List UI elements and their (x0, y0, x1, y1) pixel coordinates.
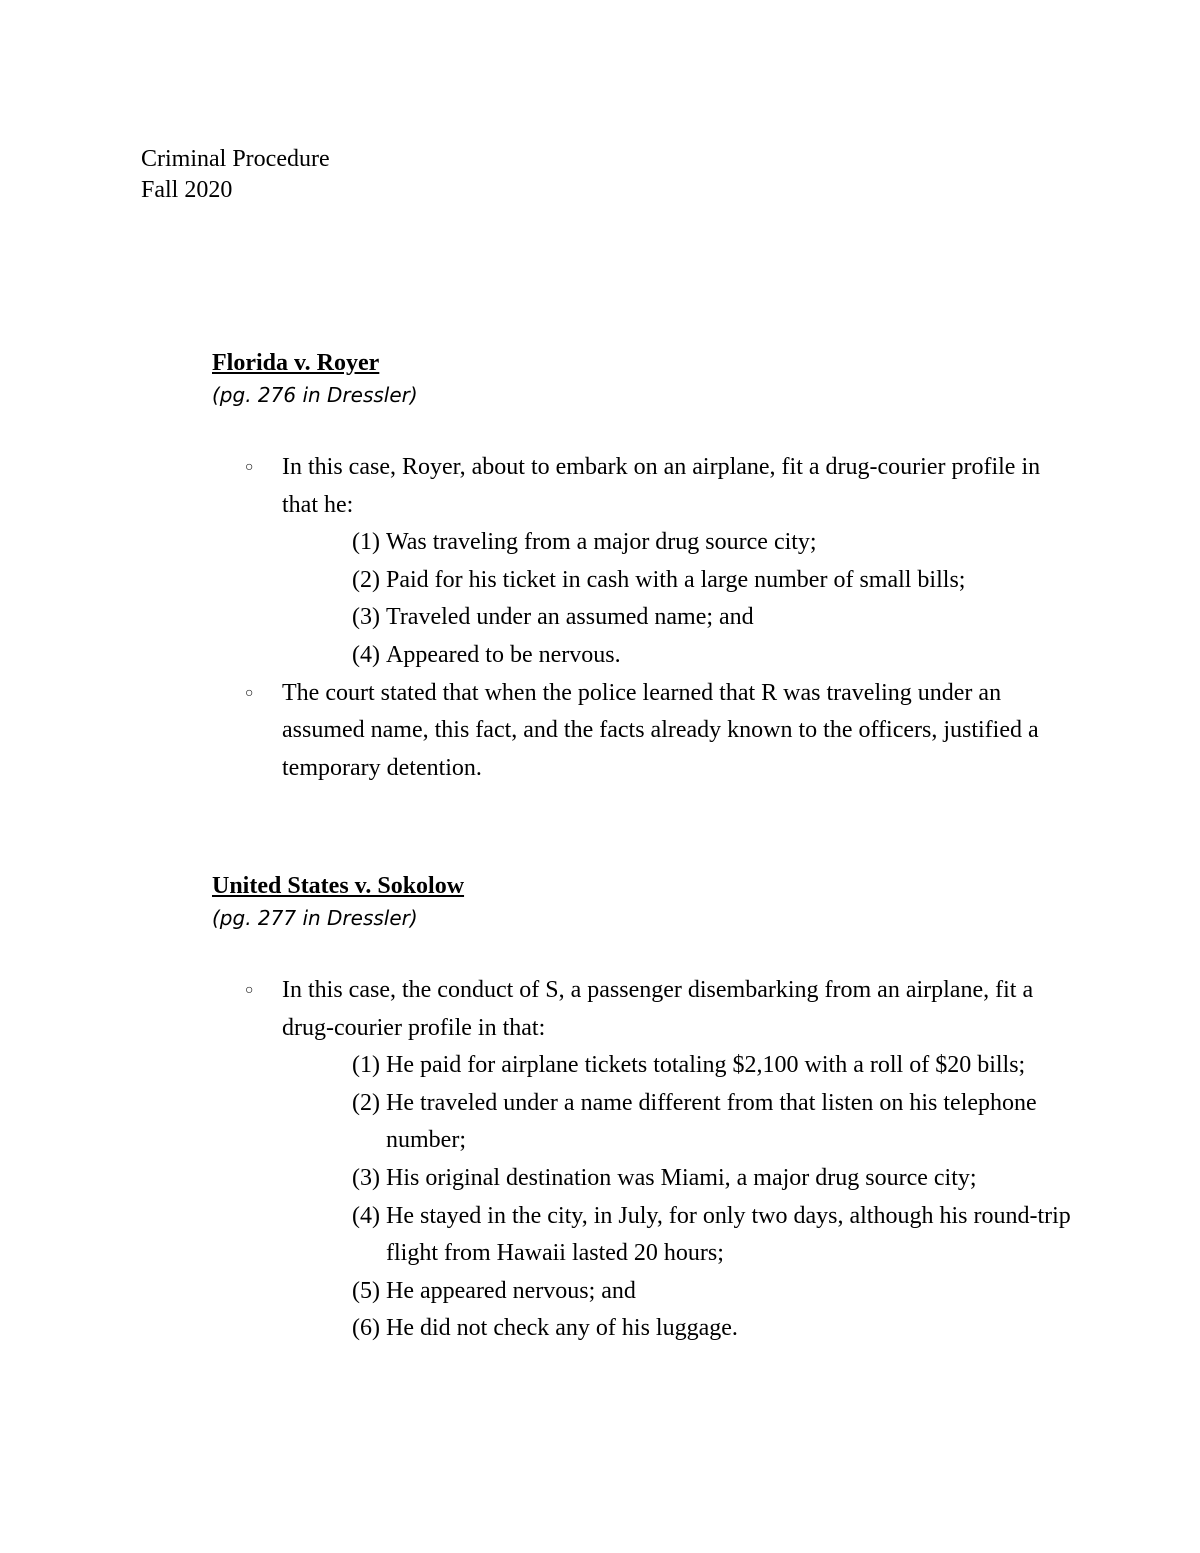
item-text: Traveled under an assumed name; and (386, 604, 754, 631)
bullet-text: The court stated that when the police learned that R was traveling under an assumed name, this fact, and the facts already known to the officers, justified a temporary detention. (282, 679, 1039, 781)
numbered-list (282, 1047, 1072, 1348)
item-number: (4) (352, 641, 380, 668)
list-item (352, 1273, 1072, 1311)
item-text: He traveled under a name different from that listen on his telephone number; (386, 1089, 1037, 1154)
item-number: (3) (352, 1164, 380, 1191)
item-number: (2) (352, 1089, 380, 1116)
list-item (352, 562, 1072, 600)
item-text: Was traveling from a major drug source city; (386, 529, 817, 556)
item-text: He stayed in the city, in July, for only two days, although his round-trip flight from Hawaii lasted 20 hours; (386, 1202, 1071, 1267)
item-number: (4) (352, 1202, 380, 1229)
item-number: (2) (352, 566, 380, 593)
item-text: Appeared to be nervous. (386, 641, 621, 668)
list-item (352, 1085, 1072, 1160)
case-citation: (pg. 277 in Dressler) (212, 906, 418, 930)
bullet-list (212, 449, 1072, 787)
case-section-sokolow (212, 870, 1072, 1348)
case-title: Florida v. Royer (212, 350, 380, 376)
list-item (352, 1047, 1072, 1085)
course-name: Criminal Procedure (141, 146, 330, 172)
item-text: He did not check any of his luggage. (386, 1315, 738, 1342)
case-title: United States v. Sokolow (212, 873, 465, 899)
list-item (352, 1160, 1072, 1198)
hollow-circle-bullet-icon: ○ (245, 685, 254, 701)
numbered-list (282, 524, 1072, 674)
bullet-list (212, 972, 1072, 1348)
item-number: (3) (352, 604, 380, 631)
list-item (352, 637, 1072, 675)
hollow-circle-bullet-icon: ○ (245, 460, 254, 475)
item-number: (5) (352, 1277, 380, 1304)
item-number: (1) (352, 529, 380, 556)
list-item (352, 524, 1072, 562)
item-text: He appeared nervous; and (386, 1277, 636, 1304)
item-text: His original destination was Miami, a major drug source city; (386, 1164, 977, 1191)
bullet-item (212, 675, 1072, 788)
item-text: Paid for his ticket in cash with a large number of small bills; (386, 566, 966, 593)
list-item (352, 1310, 1072, 1348)
document-header (141, 144, 330, 206)
bullet-item (212, 449, 1072, 675)
item-number: (6) (352, 1315, 380, 1342)
item-text: He paid for airplane tickets totaling $2,100 with a roll of $20 bills; (386, 1052, 1026, 1079)
list-item (352, 599, 1072, 637)
bullet-item (212, 972, 1072, 1348)
hollow-circle-bullet-icon: ○ (245, 983, 254, 998)
bullet-text: In this case, Royer, about to embark on an airplane, fit a drug-courier profile in that he: (282, 454, 1041, 518)
case-citation: (pg. 276 in Dressler) (212, 383, 418, 407)
list-item (352, 1198, 1072, 1273)
course-term: Fall 2020 (141, 177, 233, 203)
case-section-royer (212, 347, 1072, 787)
bullet-text: In this case, the conduct of S, a passenger disembarking from an airplane, fit a drug-courier profile in that: (282, 977, 1034, 1041)
item-number: (1) (352, 1052, 380, 1079)
